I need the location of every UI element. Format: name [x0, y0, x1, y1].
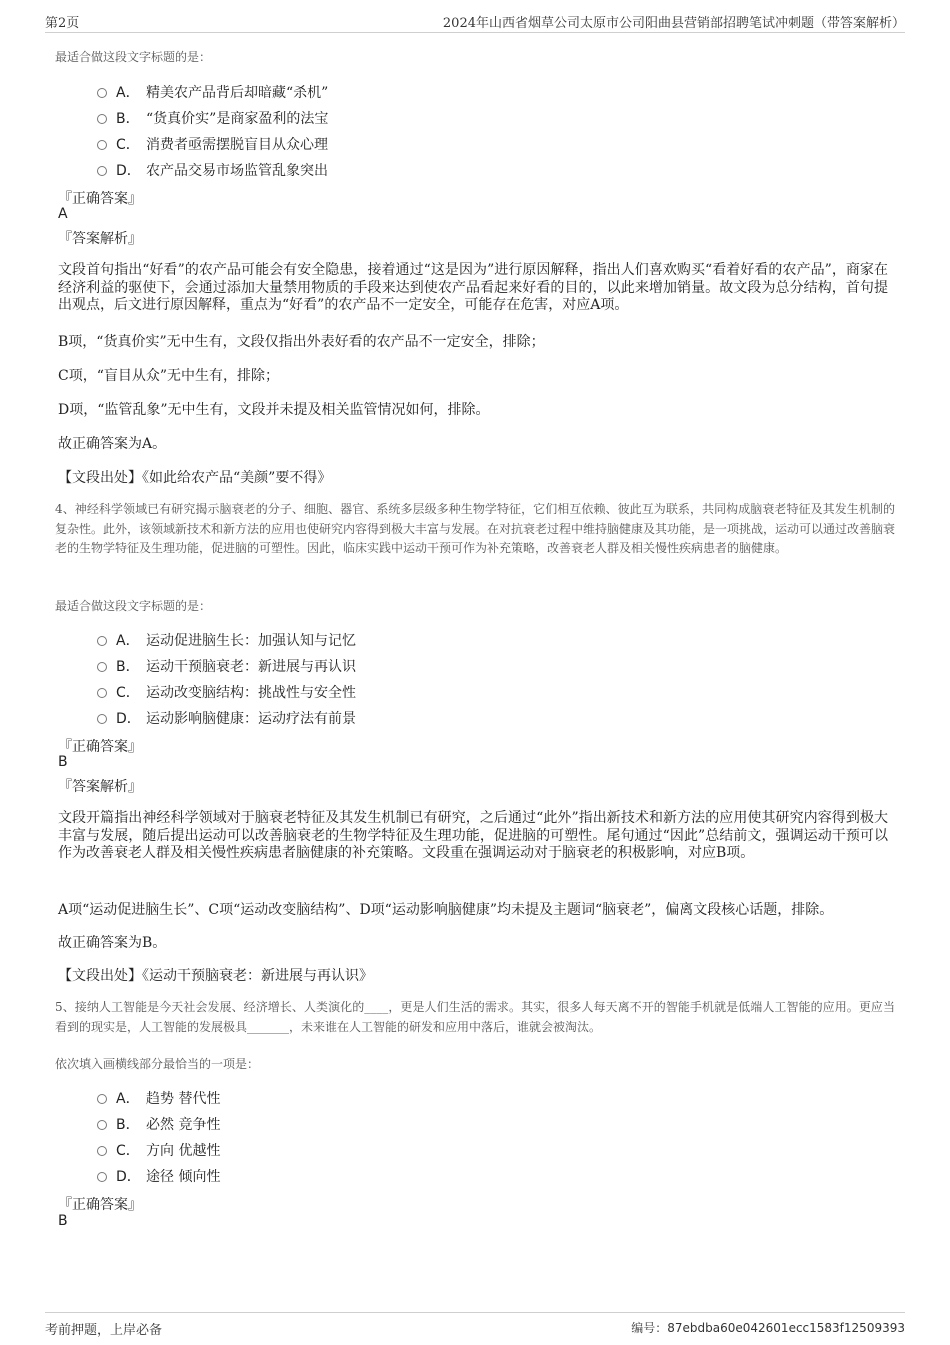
- q3-analysis-c: C项，“盲目从众”无中生有，排除；: [58, 368, 280, 384]
- page-footer: [45, 1312, 905, 1343]
- radio-icon[interactable]: [97, 166, 107, 176]
- q4-analysis-acd: A项“运动促进脑生长”、C项“运动改变脑结构”、D项“运动影响脑健康”均未提及主题词“脑衰老”，偏离文段核心话题，排除。: [58, 902, 834, 918]
- q3-option-c[interactable]: [97, 134, 328, 154]
- radio-icon[interactable]: [97, 636, 107, 646]
- radio-icon[interactable]: [97, 1120, 107, 1130]
- option-text: 途径 倾向性: [146, 1169, 221, 1185]
- q5-answer-label: 『正确答案』: [58, 1197, 142, 1213]
- q5-option-b[interactable]: [97, 1114, 220, 1134]
- radio-icon[interactable]: [97, 662, 107, 672]
- radio-icon[interactable]: [97, 688, 107, 698]
- option-text: 精美农产品背后却暗藏“杀机”: [146, 85, 329, 101]
- footer-slogan: 考前押题，上岸必备: [45, 1323, 163, 1338]
- option-letter: A．: [116, 1091, 140, 1107]
- option-letter: D．: [116, 1169, 141, 1185]
- option-letter: B．: [116, 111, 140, 127]
- q4-answer: B: [58, 754, 68, 770]
- q4-passage: 4、神经科学领域已有研究揭示脑衰老的分子、细胞、器官、系统多层级多种生物学特征，它们相互依赖、彼此互为联系，共同构成脑衰老特征及其发生机制的复杂性。此外，该领域新技术和新方法的应用也使研究内容得到极大丰富与发展。在对抗衰老过程中维持脑健康及其功能，是一项挑战，运动可以通过改善脑衰老的生物学特征及生理功能，促进脑的可塑性。因此，临床实践中运动干预可作为补充策略，改善衰老人群及相关慢性疾病患者的脑健康。: [55, 502, 896, 555]
- q5-option-d[interactable]: [97, 1166, 220, 1186]
- option-letter: C．: [116, 685, 140, 701]
- option-letter: A．: [116, 85, 140, 101]
- option-letter: B．: [116, 1117, 140, 1133]
- q4-option-d[interactable]: [97, 708, 356, 728]
- q3-analysis-d: D项，“监管乱象”无中生有，文段并未提及相关监管情况如何，排除。: [58, 402, 490, 418]
- q3-analysis-b: B项，“货真价实”无中生有，文段仅指出外表好看的农产品不一定安全，排除；: [58, 334, 545, 350]
- q3-answer-label: 『正确答案』: [58, 191, 142, 207]
- option-letter: C．: [116, 137, 140, 153]
- option-text: 运动促进脑生长：加强认知与记忆: [146, 633, 356, 649]
- q3-conclusion: 故正确答案为A。: [58, 436, 167, 452]
- q3-prompt: 最适合做这段文字标题的是：: [55, 50, 212, 64]
- q3-option-a[interactable]: [97, 82, 328, 102]
- q3-analysis-label: 『答案解析』: [58, 231, 142, 247]
- option-text: 消费者亟需摆脱盲目从众心理: [146, 137, 328, 153]
- q4-analysis-label: 『答案解析』: [58, 779, 142, 795]
- q5-answer: B: [58, 1213, 68, 1229]
- document-title: 2024年山西省烟草公司太原市公司阳曲县营销部招聘笔试冲刺题（带答案解析）: [442, 16, 905, 31]
- q4-option-c[interactable]: [97, 682, 356, 702]
- page-number: 第2页: [45, 16, 80, 31]
- q5-passage: 5、接纳人工智能是今天社会发展、经济增长、人类演化的____，更是人们生活的需求。其实，很多人每天离不开的智能手机就是低端人工智能的应用。更应当看到的现实是，人工智能的发展极具_______，未来谁在人工智能的研发和应用中落后，谁就会被淘汰。: [55, 1000, 895, 1034]
- option-letter: B．: [116, 659, 140, 675]
- option-text: 必然 竞争性: [146, 1117, 221, 1133]
- radio-icon[interactable]: [97, 1094, 107, 1104]
- q4-analysis: 文段开篇指出神经科学领域对于脑衰老特征及其发生机制已有研究，之后通过“此外”指出新技术和新方法的应用使其研究内容得到极大丰富与发展，随后提出运动可以改善脑衰老的生物学特征及生理功能，促进脑的可塑性。尾句通过“因此”总结前文，强调运动干预可以作为改善衰老人群及相关慢性疾病患者脑健康的补充策略。文段重在强调运动对于脑衰老的积极影响，对应B项。: [58, 810, 888, 861]
- q4-option-b[interactable]: [97, 656, 356, 676]
- document-code: 编号：87ebdba60e042601ecc1583f12509393: [631, 1321, 905, 1335]
- q4-option-a[interactable]: [97, 630, 356, 650]
- option-text: 趋势 替代性: [146, 1091, 221, 1107]
- option-text: 方向 优越性: [146, 1143, 221, 1159]
- q5-prompt: 依次填入画横线部分最恰当的一项是：: [55, 1057, 260, 1071]
- radio-icon[interactable]: [97, 88, 107, 98]
- q3-source: 【文段出处】《如此给农产品“美颜”要不得》: [58, 470, 332, 486]
- q3-option-d[interactable]: [97, 160, 328, 180]
- radio-icon[interactable]: [97, 714, 107, 724]
- q4-prompt: 最适合做这段文字标题的是：: [55, 599, 212, 613]
- option-text: 运动干预脑衰老：新进展与再认识: [146, 659, 356, 675]
- option-letter: D．: [116, 711, 141, 727]
- q5-option-a[interactable]: [97, 1088, 220, 1108]
- q4-conclusion: 故正确答案为B。: [58, 935, 167, 951]
- q3-analysis: 文段首句指出“好看”的农产品可能会有安全隐患，接着通过“这是因为”进行原因解释，指出人们喜欢购买“看着好看的农产品”，商家在经济利益的驱使下，会通过添加大量禁用物质的手段来达到使农产品看起来好看的目的，以此来增加销量。故文段为总分结构，首句提出观点，后文进行原因解释，重点为“好看”的农产品不一定安全，可能存在危害，对应A项。: [58, 262, 888, 313]
- q4-answer-label: 『正确答案』: [58, 739, 142, 755]
- q3-answer: A: [58, 206, 68, 222]
- page-header: [45, 10, 905, 33]
- option-letter: A．: [116, 633, 140, 649]
- option-text: 运动改变脑结构：挑战性与安全性: [146, 685, 356, 701]
- radio-icon[interactable]: [97, 1172, 107, 1182]
- radio-icon[interactable]: [97, 114, 107, 124]
- option-letter: D．: [116, 163, 141, 179]
- radio-icon[interactable]: [97, 140, 107, 150]
- option-letter: C．: [116, 1143, 140, 1159]
- radio-icon[interactable]: [97, 1146, 107, 1156]
- option-text: 农产品交易市场监管乱象突出: [146, 163, 328, 179]
- option-text: “货真价实”是商家盈利的法宝: [146, 111, 329, 127]
- option-text: 运动影响脑健康：运动疗法有前景: [146, 711, 356, 727]
- q5-option-c[interactable]: [97, 1140, 220, 1160]
- q3-option-b[interactable]: [97, 108, 328, 128]
- q4-source: 【文段出处】《运动干预脑衰老：新进展与再认识》: [58, 968, 373, 984]
